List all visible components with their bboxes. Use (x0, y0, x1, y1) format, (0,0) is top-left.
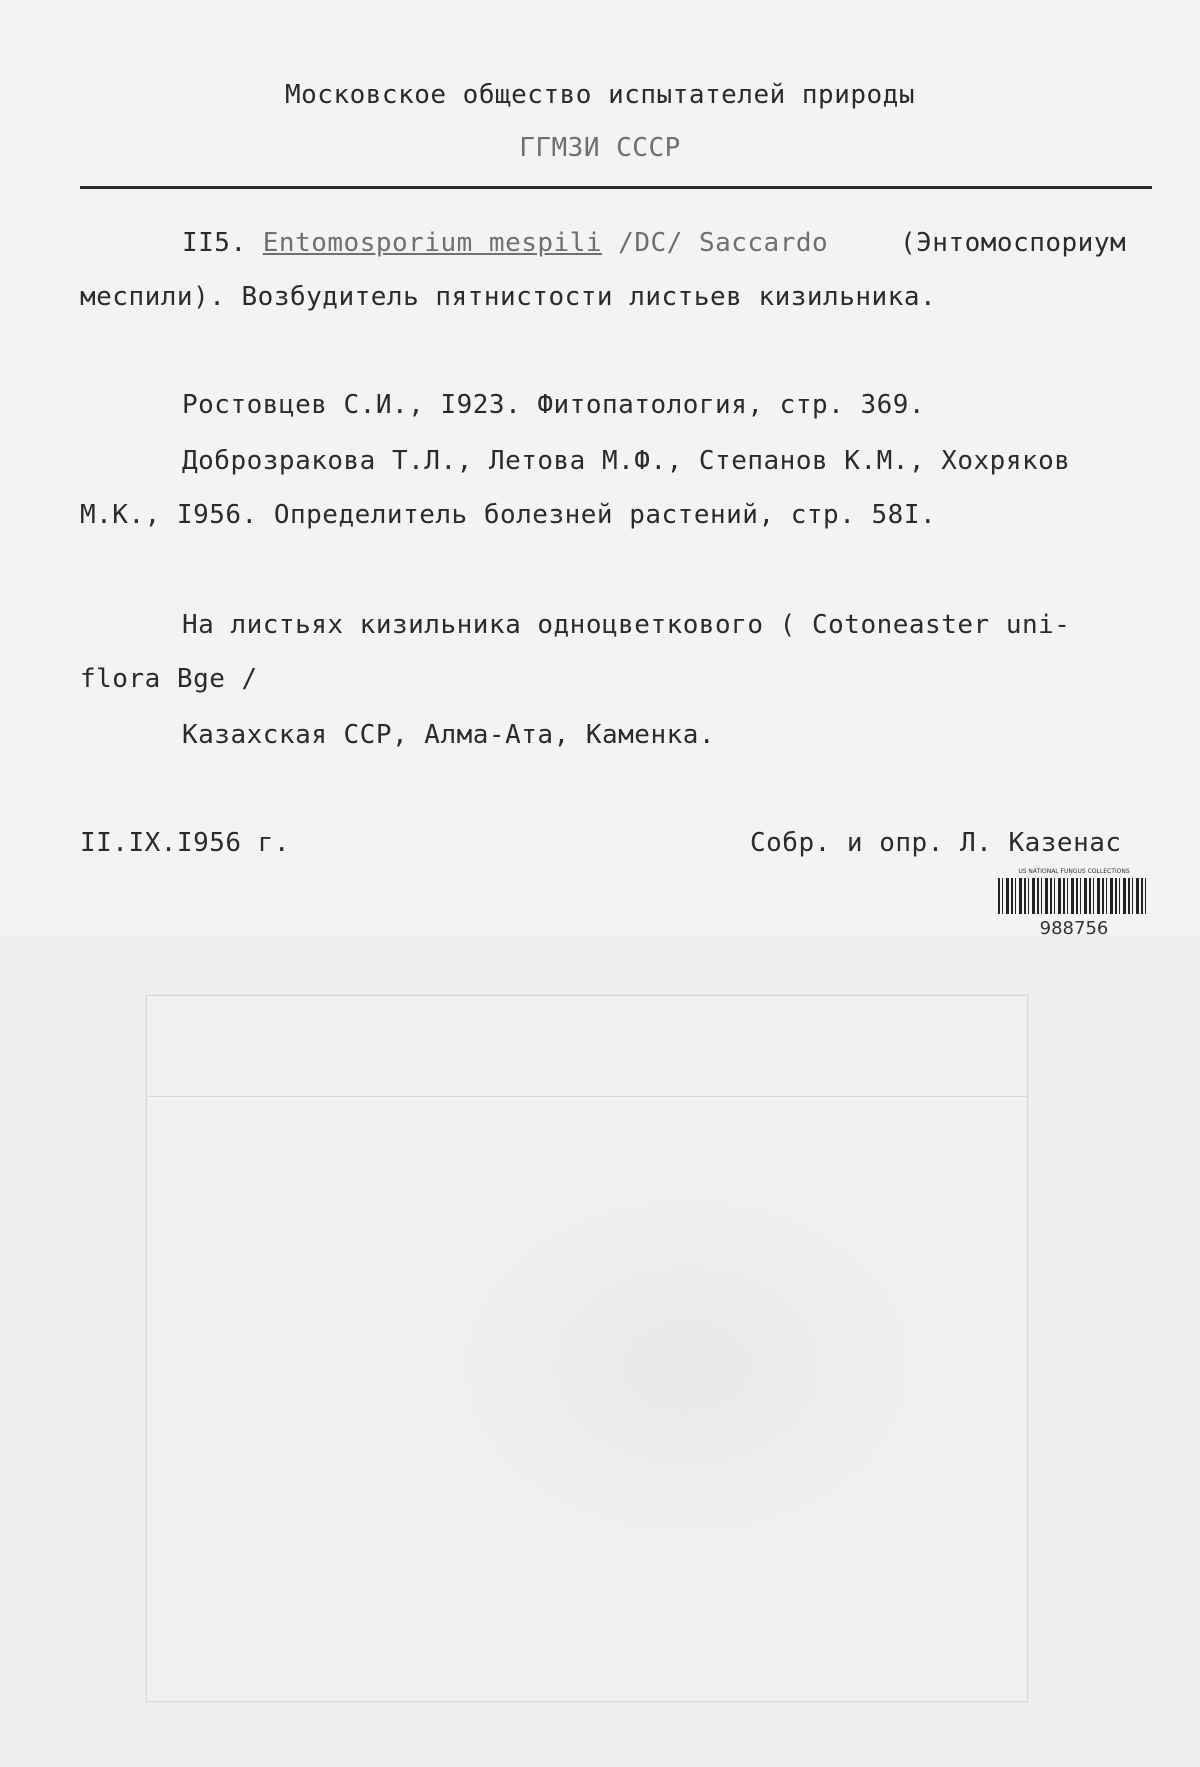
packet-flap-line (147, 1096, 1027, 1097)
packet-specimen-shadow (407, 1156, 967, 1576)
reference-2-line-1: Доброзракова Т.Л., Летова М.Ф., Степанов К.М., Хохряков (182, 446, 1071, 476)
reference-2-line-2: М.К., I956. Определитель болезней растений, стр. 58I. (80, 500, 937, 530)
barcode-icon (998, 878, 1148, 914)
header-rule (80, 186, 1152, 189)
common-name-start: (Энтомоспориум (900, 228, 1127, 258)
collection-date: II.IX.I956 г. (80, 828, 290, 858)
specimen-packet (146, 995, 1028, 1702)
barcode-label (990, 868, 1158, 948)
society-heading: Московское общество испытателей природы (285, 80, 915, 110)
institution-heading: ГГМЗИ СССР (519, 133, 681, 163)
entry-line-2: меспили). Возбудитель пятнистости листьев кизильника. (80, 282, 937, 312)
entry-number: II5. (182, 228, 247, 258)
species-name: Entomosporium mespili (262, 228, 603, 258)
species-authority: /DC/ Saccardo (618, 228, 829, 258)
reference-1: Ростовцев С.И., I923. Фитопатология, стр. 369. (182, 390, 926, 420)
locality: Казахская ССР, Алма-Ата, Каменка. (182, 720, 716, 750)
barcode-caption: US NATIONAL FUNGUS COLLECTIONS (1018, 868, 1130, 875)
entry-line-1 (182, 228, 828, 258)
habitat-line-1: На листьях кизильника одноцветкового ( Cotoneaster uni- (182, 610, 1071, 640)
barcode-number: 988756 (1039, 918, 1109, 939)
collector-credit: Собр. и опр. Л. Казенас (750, 828, 1122, 858)
habitat-line-2: flora Bge / (80, 664, 258, 694)
